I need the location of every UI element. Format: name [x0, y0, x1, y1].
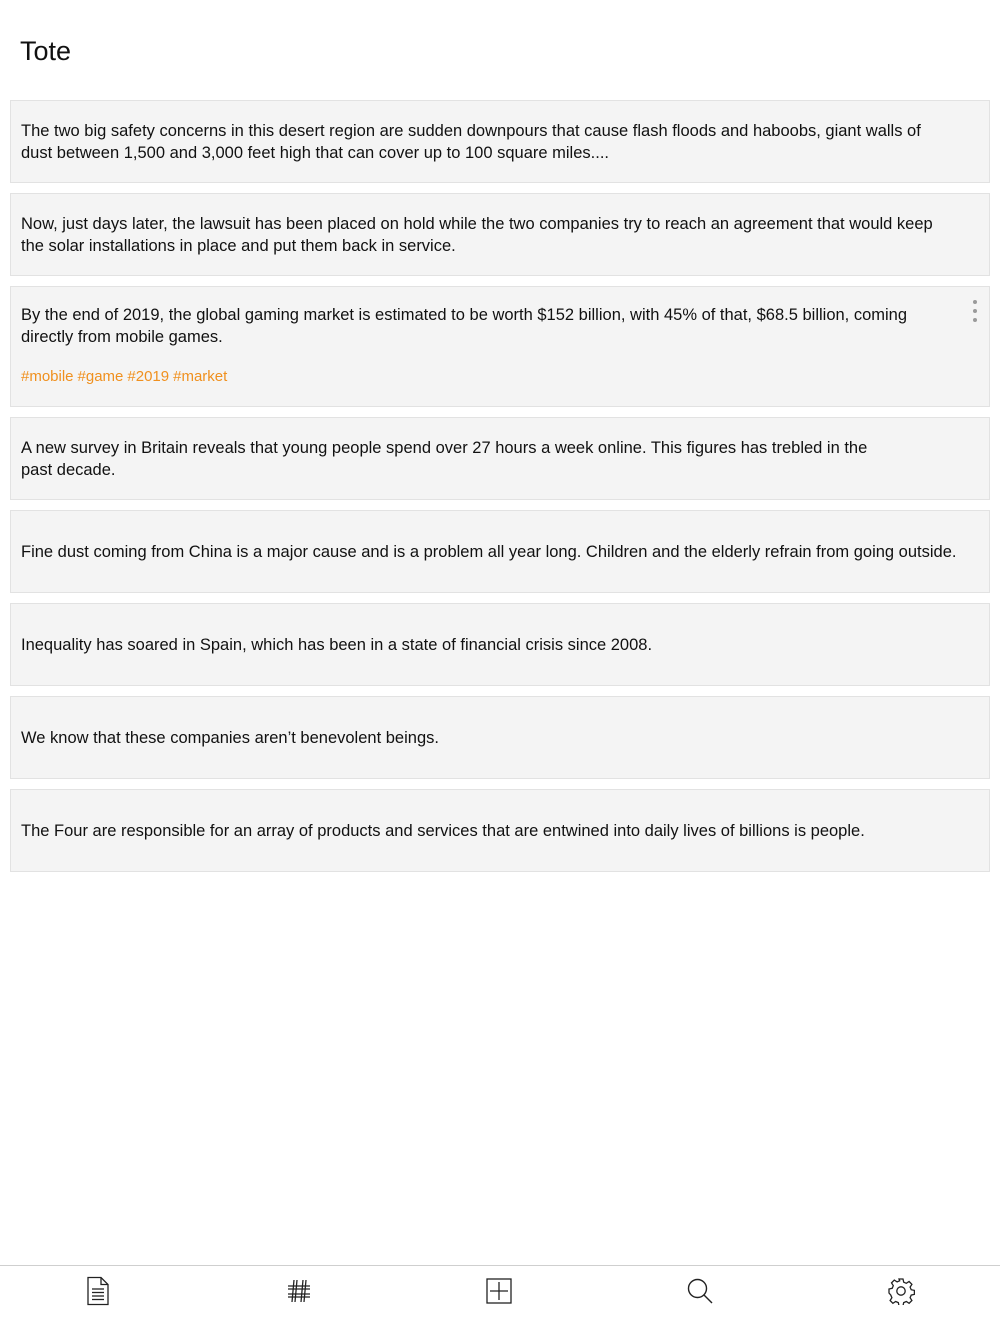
- search-icon: [686, 1277, 714, 1305]
- note-card[interactable]: [10, 286, 990, 407]
- tab-search[interactable]: [680, 1274, 720, 1308]
- dot-icon: [973, 318, 977, 322]
- note-card[interactable]: [10, 417, 990, 500]
- tag-link[interactable]: #2019: [127, 368, 170, 385]
- tag-link[interactable]: #game: [77, 368, 124, 385]
- add-box-icon: [485, 1277, 513, 1305]
- gear-icon: [887, 1277, 915, 1305]
- note-card[interactable]: [10, 100, 990, 183]
- note-text: The Four are responsible for an array of products and services that are entwined into daily lives of billions is people.: [21, 821, 865, 840]
- tab-bar: [0, 1265, 1000, 1334]
- note-text: Fine dust coming from China is a major cause and is a problem all year long. Children and the elderly refrain from going outside.: [21, 542, 957, 561]
- tab-add[interactable]: [479, 1274, 519, 1308]
- tag-link[interactable]: #mobile: [21, 368, 74, 385]
- note-card[interactable]: [10, 510, 990, 593]
- tab-settings[interactable]: [881, 1274, 921, 1308]
- page-title: Tote: [20, 36, 72, 66]
- note-text: A new survey in Britain reveals that young people spend over 27 hours a week online. This figures has trebled in the past decade.: [21, 438, 868, 479]
- dot-icon: [973, 300, 977, 304]
- note-card[interactable]: [10, 696, 990, 779]
- tab-tags[interactable]: [279, 1274, 319, 1308]
- note-text: Inequality has soared in Spain, which has been in a state of financial crisis since 2008.: [21, 635, 653, 654]
- note-card[interactable]: [10, 603, 990, 686]
- note-card[interactable]: [10, 789, 990, 872]
- document-icon: [85, 1276, 111, 1306]
- tab-notes[interactable]: [78, 1274, 118, 1308]
- note-text: The two big safety concerns in this desert region are sudden downpours that cause flash floods and haboobs, giant walls of dust between 1,500 and 3,000 feet high that can cover up to 100 square miles....: [21, 121, 921, 162]
- note-tags: [21, 367, 945, 387]
- note-text: We know that these companies aren’t benevolent beings.: [21, 728, 439, 747]
- note-text: By the end of 2019, the global gaming market is estimated to be worth $152 billion, with 45% of that, $68.5 billion, coming directly from mobile games.: [21, 306, 908, 346]
- dot-icon: [973, 309, 977, 313]
- hashtag-icon: [285, 1277, 313, 1305]
- note-card[interactable]: [10, 193, 990, 276]
- note-text: Now, just days later, the lawsuit has been placed on hold while the two companies try to reach an agreement that would keep the solar installations in place and put them back in service.: [21, 214, 933, 255]
- note-list: [10, 100, 990, 882]
- tag-link[interactable]: #market: [173, 368, 228, 385]
- more-options-button[interactable]: [969, 300, 981, 322]
